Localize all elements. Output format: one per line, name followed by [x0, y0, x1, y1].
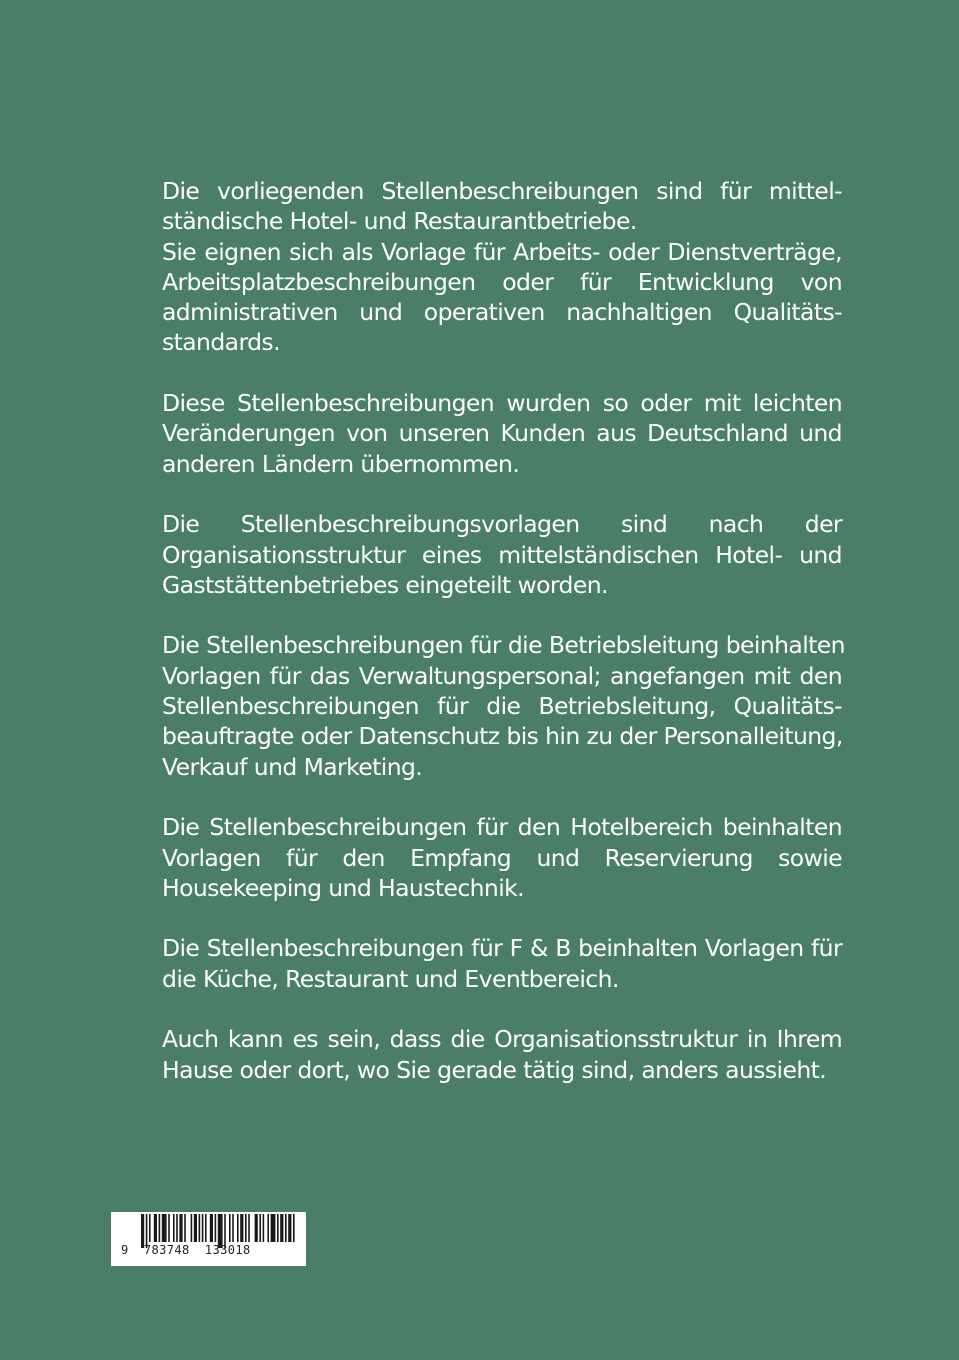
text-line: Verkauf und Marketing. — [162, 752, 423, 781]
barcode-bar — [179, 1214, 182, 1242]
barcode-bar — [173, 1214, 175, 1242]
text-line: beauftragte oder Datenschutz bis hin zu der Personalleitung, — [162, 722, 843, 751]
text-line: Die Stellenbeschreibungen für F & B beinhalten Vorlagen für — [162, 934, 842, 963]
text-line: Stellenbeschreibungen für die Betriebsleitung, Qualitäts- — [162, 692, 842, 721]
text-line: Arbeitsplatzbeschreibungen oder für Entwicklung von — [162, 267, 842, 296]
barcode-bar — [232, 1214, 234, 1242]
paragraph-closing — [162, 1024, 842, 1085]
barcode-bars — [111, 1212, 306, 1266]
text-line: Auch kann es sein, dass die Organisationsstruktur in Ihrem — [162, 1025, 842, 1054]
paragraph-hotel — [162, 812, 842, 903]
barcode-bar — [194, 1214, 197, 1242]
text-line: standards. — [162, 328, 280, 357]
barcode-bar — [277, 1214, 279, 1242]
barcode-bar — [240, 1214, 243, 1242]
text-line: Hause oder dort, wo Sie gerade tätig sind, anders aussieht. — [162, 1055, 827, 1084]
text-line: administrativen und operativen nachhaltigen Qualitäts- — [162, 298, 842, 327]
barcode-leading-digit: 9 — [121, 1243, 129, 1257]
text-line: Vorlagen für den Empfang und Reservierung sowie — [162, 843, 842, 872]
barcode-bar — [149, 1214, 151, 1242]
barcode-bar — [267, 1214, 269, 1242]
text-line: Die vorliegenden Stellenbeschreibungen sind für mittel- — [162, 177, 842, 205]
back-cover-text — [162, 176, 845, 1115]
text-line: Housekeeping und Haustechnik. — [162, 873, 525, 902]
barcode-bar — [154, 1214, 157, 1242]
text-line: anderen Ländern übernommen. — [162, 449, 520, 478]
text-line: Sie eignen sich als Vorlage für Arbeits- oder Dienstverträge, — [162, 237, 842, 266]
paragraph-customers — [162, 388, 842, 479]
barcode-bar — [259, 1214, 261, 1242]
barcode-bar — [229, 1214, 231, 1242]
text-line: Gaststättenbetriebes eingeteilt worden. — [162, 570, 608, 599]
barcode-bar — [263, 1214, 265, 1242]
barcode-digits — [121, 1243, 251, 1257]
barcode-bar — [237, 1214, 239, 1242]
barcode-bar — [271, 1214, 276, 1242]
text-line: ständische Hotel- und Restaurantbetriebe. — [162, 207, 637, 236]
isbn-barcode — [111, 1212, 306, 1266]
barcode-bar — [210, 1214, 213, 1242]
barcode-bar — [280, 1214, 283, 1242]
paragraph-intro — [162, 176, 842, 358]
barcode-bar — [288, 1214, 291, 1242]
barcode-bar — [199, 1214, 201, 1242]
barcode-bar — [285, 1214, 287, 1242]
paragraph-fb — [162, 933, 842, 994]
text-line: Vorlagen für das Verwaltungspersonal; angefangen mit den — [162, 661, 842, 690]
barcode-bar — [176, 1214, 178, 1242]
text-line: Organisationsstruktur eines mittelständischen Hotel- und — [162, 540, 842, 569]
barcode-bar — [162, 1214, 167, 1242]
paragraph-management — [162, 630, 845, 781]
barcode-bar — [184, 1214, 186, 1242]
barcode-group-1: 783748 — [143, 1243, 190, 1257]
barcode-bar — [205, 1214, 207, 1242]
text-line: Die Stellenbeschreibungsvorlagen sind nach der — [162, 510, 842, 539]
barcode-bar — [245, 1214, 247, 1242]
text-line: Diese Stellenbeschreibungen wurden so oder mit leichten — [162, 389, 842, 418]
barcode-bar — [191, 1214, 193, 1242]
text-line: die Küche, Restaurant und Eventbereich. — [162, 964, 619, 993]
barcode-bar — [168, 1214, 170, 1242]
barcode-bar — [248, 1214, 250, 1242]
text-line: Die Stellenbeschreibungen für den Hotelbereich beinhalten — [162, 813, 842, 842]
paragraph-structure — [162, 509, 842, 600]
text-line: Veränderungen von unseren Kunden aus Deutschland und — [162, 419, 842, 448]
barcode-bar — [215, 1214, 217, 1242]
barcode-bar — [293, 1214, 295, 1242]
barcode-bar — [159, 1214, 161, 1242]
barcode-group-2: 133018 — [204, 1243, 251, 1257]
barcode-bar — [255, 1214, 258, 1242]
barcode-bar — [202, 1214, 204, 1242]
text-line: Die Stellenbeschreibungen für die Betriebsleitung beinhalten — [162, 631, 845, 660]
